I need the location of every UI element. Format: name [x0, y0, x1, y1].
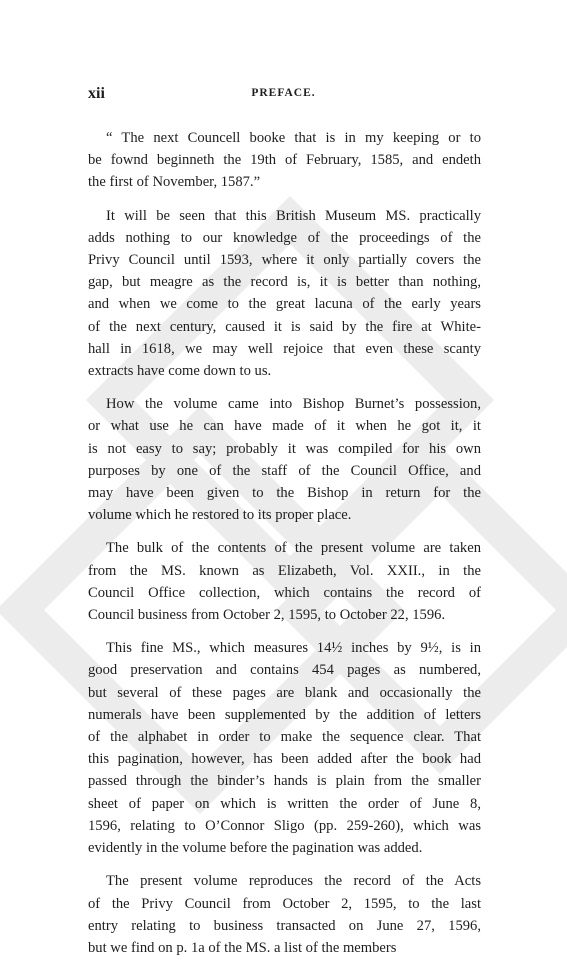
text-line: from the MS. known as Elizabeth, Vol. XXII., in the — [88, 562, 481, 579]
body-text — [88, 127, 481, 970]
text-line: 1596, relating to O’Connor Sligo (pp. 259-260), which was — [88, 817, 481, 834]
page-header — [88, 85, 479, 109]
text-line: Privy Council until 1593, where it only partially covers the — [88, 252, 481, 269]
text-line: the first of November, 1587.” — [88, 174, 261, 191]
paragraph — [88, 205, 481, 383]
text-line: or what use he can have made of it when he got it, it — [88, 418, 481, 435]
text-line: How the volume came into Bishop Burnet’s possession, — [106, 396, 481, 413]
text-line: gap, but meagre as the record is, it is better than nothing, — [88, 274, 481, 291]
text-line: entry relating to business transacted on June 27, 1596, — [88, 917, 481, 934]
paragraph — [88, 870, 481, 959]
text-line: is not easy to say; probably it was compiled for his own — [88, 440, 481, 457]
paragraph — [88, 127, 481, 194]
text-line: this pagination, however, has been added after the book had — [88, 751, 481, 768]
text-line: but we find on p. 1a of the MS. a list of the members — [88, 939, 397, 956]
text-line: of the alphabet in order to make the sequence clear. That — [88, 729, 481, 746]
text-line: evidently in the volume before the pagination was added. — [88, 840, 423, 857]
paragraph — [88, 393, 481, 526]
text-line: good preservation and contains 454 pages as numbered, — [88, 662, 481, 679]
text-line: hall in 1618, we may well rejoice that even these scanty — [88, 340, 481, 357]
text-line: passed through the binder’s hands is plain from the smaller — [88, 773, 481, 790]
running-head: PREFACE. — [251, 87, 316, 99]
text-line: The bulk of the contents of the present volume are taken — [106, 540, 481, 557]
text-line: It will be seen that this British Museum MS. practically — [106, 207, 481, 224]
text-line: The present volume reproduces the record of the Acts — [106, 873, 481, 890]
text-line: Council Office collection, which contains the record of — [88, 584, 481, 601]
paragraph — [88, 637, 481, 859]
text-line: of the next century, caused it is said by the fire at White- — [88, 318, 481, 335]
text-line: but several of these pages are blank and occasionally the — [88, 684, 481, 701]
paragraph — [88, 537, 481, 626]
text-line: purposes by one of the staff of the Council Office, and — [88, 462, 481, 479]
text-line: sheet of paper on which is written the order of June 8, — [88, 795, 481, 812]
text-line: extracts have come down to us. — [88, 363, 272, 380]
text-line: Council business from October 2, 1595, to October 22, 1596. — [88, 607, 446, 624]
text-line: volume which he restored to its proper place. — [88, 507, 352, 524]
text-line: of the Privy Council from October 2, 1595, to the last — [88, 895, 481, 912]
text-line: and when we come to the great lacuna of the early years — [88, 296, 481, 313]
text-line: may have been given to the Bishop in return for the — [88, 485, 481, 502]
text-line: adds nothing to our knowledge of the proceedings of the — [88, 229, 481, 246]
text-line: numerals have been supplemented by the addition of letters — [88, 706, 481, 723]
text-line: This fine MS., which measures 14½ inches by 9½, is in — [106, 640, 481, 657]
page-number: xii — [88, 85, 105, 102]
text-line: be fownd beginneth the 19th of February, 1585, and endeth — [88, 152, 481, 169]
text-line: “ The next Councell booke that is in my keeping or to — [106, 130, 481, 146]
